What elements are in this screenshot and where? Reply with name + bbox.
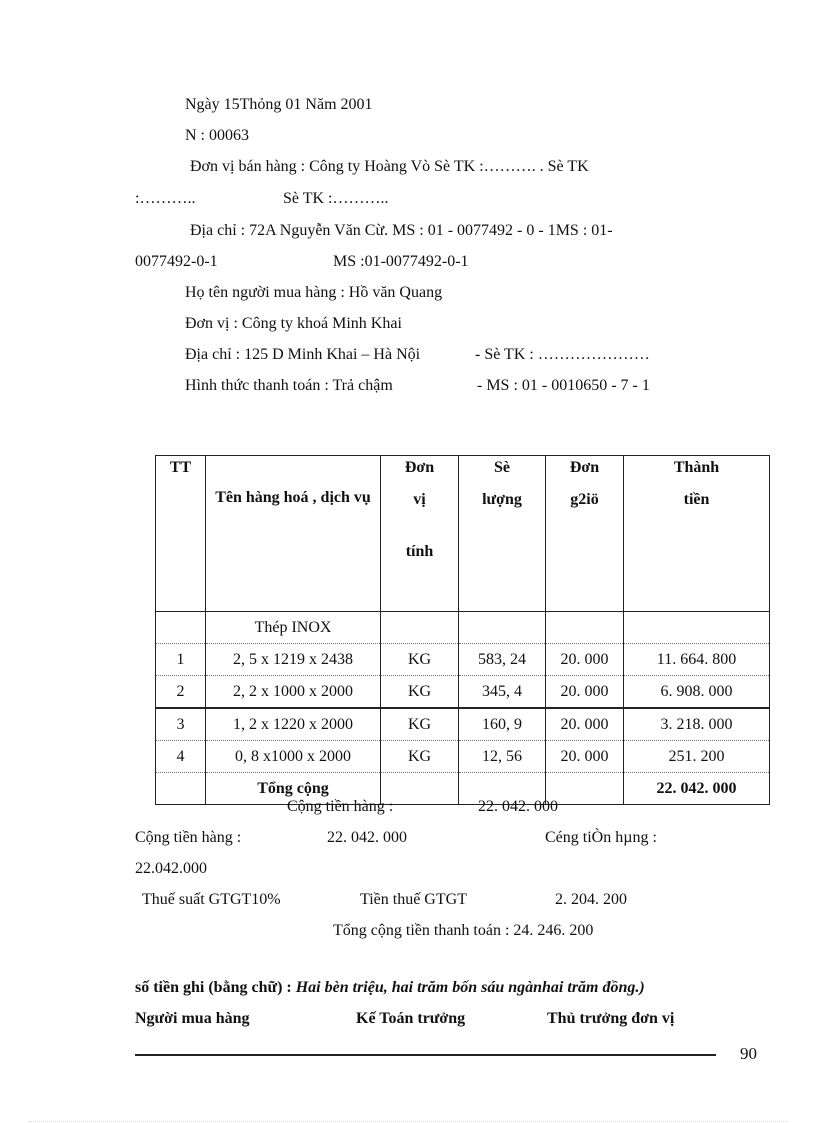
amount-in-words bbox=[135, 978, 645, 998]
vat-rate: Thuế suất GTGT10% bbox=[142, 891, 281, 908]
goods-total-label: Cộng tiền hàng : bbox=[287, 798, 394, 815]
total-label: Tổng cộng bbox=[206, 773, 381, 805]
seller-tax-code-2: MS :01-0077492-0-1 bbox=[333, 253, 469, 270]
table-row: 2 2, 2 x 1000 x 2000 KG 345, 4 20. 000 6. 908. 000 bbox=[156, 676, 770, 709]
total-amount: 22. 042. 000 bbox=[624, 773, 770, 805]
amount-in-words-label: số tiền ghi (bằng chữ) : bbox=[135, 979, 292, 996]
seller-line: Đơn vị bán hàng : Công ty Hoàng Vò Sè TK :………. . Sè TK bbox=[190, 158, 589, 175]
group-label: Thép INOX bbox=[206, 612, 381, 644]
vat-value: 2. 204. 200 bbox=[555, 891, 627, 908]
seller-account-1: :……….. bbox=[135, 190, 196, 207]
total-row bbox=[156, 773, 770, 805]
buyer-tax-code: - MS : 01 - 0010650 - 7 - 1 bbox=[477, 377, 650, 394]
goods-total-value-2: 22. 042. 000 bbox=[327, 829, 407, 846]
garbled-goods-label: Céng tiÒn hµng : bbox=[545, 829, 657, 846]
header-qty: Sè lượng bbox=[459, 456, 546, 612]
goods-total-label-2: Cộng tiền hàng : bbox=[135, 829, 242, 846]
invoice-table bbox=[155, 455, 770, 805]
page-number: 90 bbox=[740, 1044, 757, 1063]
footer-rule bbox=[135, 1054, 716, 1056]
seller-tax-code-1: 0077492-0-1 bbox=[135, 253, 218, 270]
header-unit: Đơn vị tính bbox=[381, 456, 459, 612]
signature-head: Thủ trưởng đơn vị bbox=[547, 1010, 675, 1027]
header-price: Đơn g2iö bbox=[546, 456, 624, 612]
signature-accountant: Kế Toán trưởng bbox=[356, 1010, 466, 1027]
seller-account-2: Sè TK :……….. bbox=[283, 190, 389, 207]
amount-in-words-text: Hai bèn triệu, hai trăm bốn sáu ngànhai trăm đồng.) bbox=[295, 979, 645, 996]
buyer-unit: Đơn vị : Công ty khoá Minh Khai bbox=[185, 315, 402, 332]
table-header-row bbox=[156, 456, 770, 612]
bottom-dotted-edge bbox=[28, 1121, 788, 1122]
grand-total: Tổng cộng tiền thanh toán : 24. 246. 200 bbox=[333, 922, 594, 939]
payment-method: Hình thức thanh toán : Trả chậm bbox=[185, 377, 393, 394]
signature-buyer: Người mua hàng bbox=[135, 1010, 250, 1027]
invoice-number: N : 00063 bbox=[185, 127, 249, 144]
buyer-name: Họ tên người mua hàng : Hồ văn Quang bbox=[185, 284, 443, 301]
table-row: 3 1, 2 x 1220 x 2000 KG 160, 9 20. 000 3. 218. 000 bbox=[156, 708, 770, 741]
goods-total-value: 22. 042. 000 bbox=[478, 798, 558, 815]
table-row: 1 2, 5 x 1219 x 2438 KG 583, 24 20. 000 11. 664. 800 bbox=[156, 644, 770, 676]
table-row: 4 0, 8 x1000 x 2000 KG 12, 56 20. 000 251. 200 bbox=[156, 741, 770, 773]
header-name: Tên hàng hoá , dịch vụ bbox=[206, 456, 381, 612]
seller-address: Địa chỉ : 72A Nguyễn Văn Cừ. MS : 01 - 0077492 - 0 - 1MS : 01- bbox=[190, 222, 613, 239]
buyer-account: - Sè TK : ………………… bbox=[475, 346, 650, 363]
buyer-address: Địa chỉ : 125 D Minh Khai – Hà Nội bbox=[185, 346, 421, 363]
garbled-goods-value: 22.042.000 bbox=[135, 860, 207, 877]
invoice-date: Ngày 15Thỏng 01 Năm 2001 bbox=[185, 96, 373, 113]
header-amount: Thành tiền bbox=[624, 456, 770, 612]
vat-label: Tiền thuế GTGT bbox=[360, 891, 467, 908]
table-row bbox=[156, 612, 770, 644]
header-tt: TT bbox=[156, 456, 206, 612]
